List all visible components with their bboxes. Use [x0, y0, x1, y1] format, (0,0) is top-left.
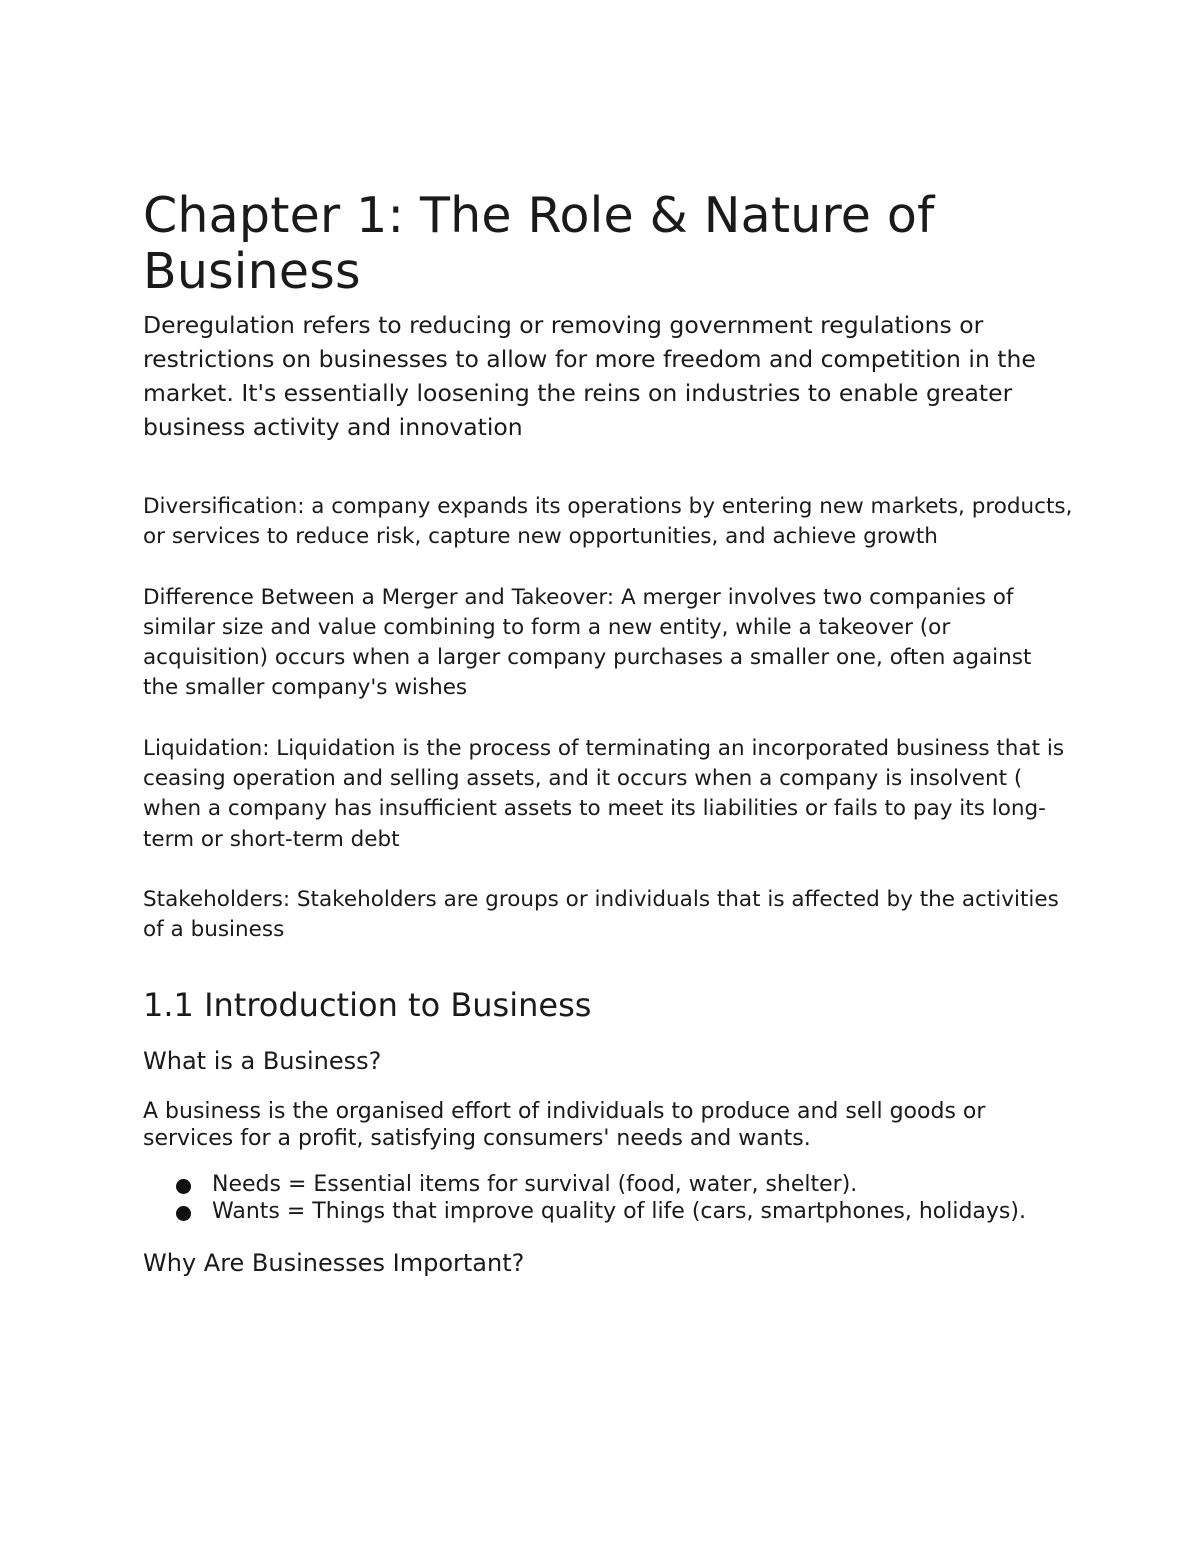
- definition-stakeholders: Stakeholders: Stakeholders are groups or individuals that is affected by the activities of a business: [143, 886, 1059, 943]
- bullet-dot-icon: [176, 1206, 191, 1221]
- section-heading: 1.1 Introduction to Business: [143, 985, 592, 1024]
- what-is-business-heading: What is a Business?: [143, 1046, 382, 1075]
- deregulation-paragraph: Deregulation refers to reducing or removing government regulations or restrictions on businesses to allow for more freedom and competition in the market. It's essentially loosening the reins on industries to enable greater business activity and innovation: [143, 311, 1036, 441]
- bullet-dot-icon: [176, 1179, 191, 1194]
- definition-liquidation: Liquidation: Liquidation is the process of terminating an incorporated business that is ceasing operation and selling assets, and it occurs when a company is insolvent ( when a company has insufficient assets to meet its liabilities or fails to pay its long-term or short-term debt: [143, 735, 1065, 852]
- what-is-business-text: A business is the organised effort of individuals to produce and sell goods or services for a profit, satisfying consumers' needs and wants.: [143, 1098, 986, 1152]
- list-item-text: Wants = Things that improve quality of life (cars, smartphones, holidays).: [212, 1199, 1026, 1225]
- document-page: [143, 188, 1073, 1278]
- definition-diversification: Diversification: a company expands its operations by entering new markets, products, or services to reduce risk, capture new opportunities, and achieve growth: [143, 494, 1073, 550]
- list-item-text: Needs = Essential items for survival (food, water, shelter).: [212, 1171, 858, 1197]
- list-item: [143, 1171, 1073, 1199]
- list-item: [143, 1198, 1073, 1226]
- chapter-title: Chapter 1: The Role & Nature of Business: [143, 187, 935, 300]
- needs-wants-list: [143, 1171, 1073, 1226]
- why-businesses-important-heading: Why Are Businesses Important?: [143, 1248, 525, 1277]
- definition-merger-takeover: Difference Between a Merger and Takeover: A merger involves two companies of similar size and value combining to form a new entity, while a takeover (or acquisition) occurs when a larger company purchases a smaller one, often against the smaller company's wishes: [143, 584, 1032, 701]
